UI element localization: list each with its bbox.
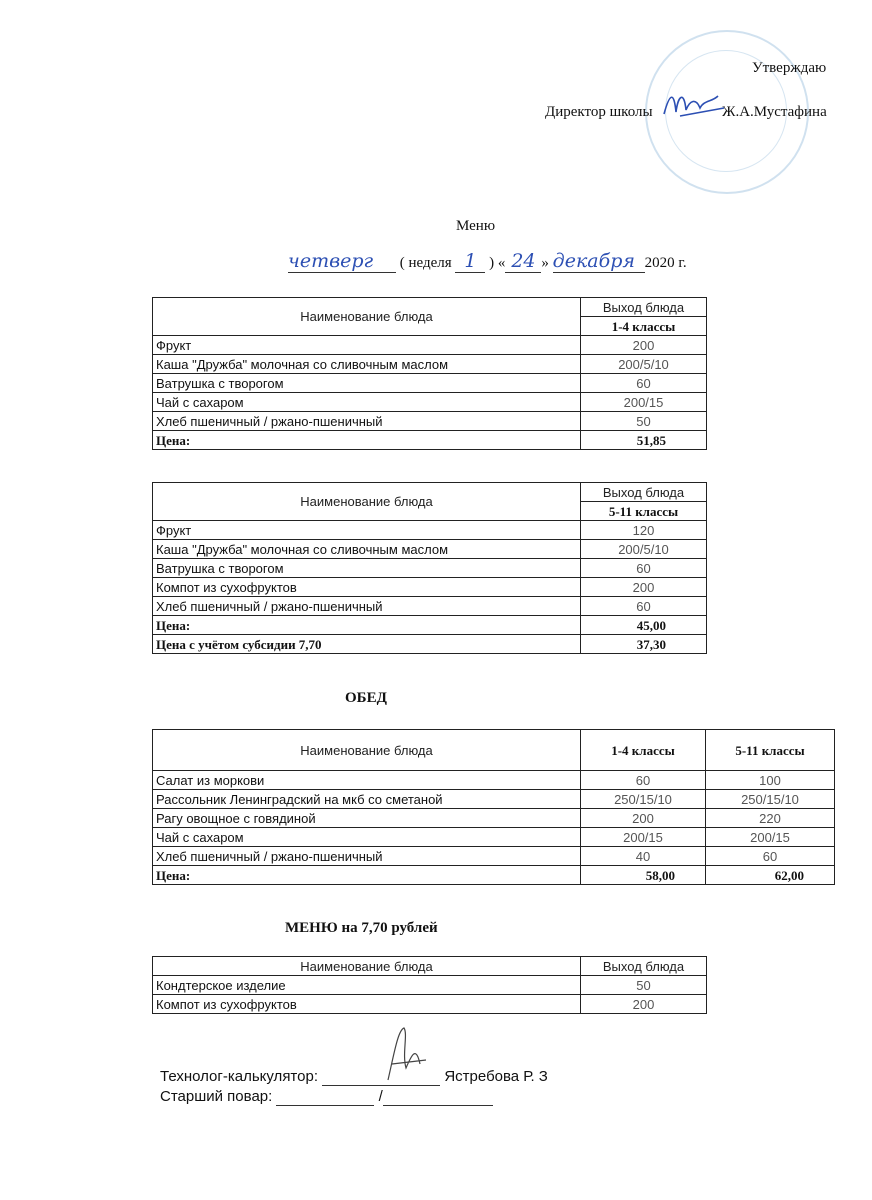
table-row: Компот из сухофруктов 200 [153,578,707,597]
column-header-dish: Наименование блюда [153,957,581,976]
column-header-grade: 1-4 классы [581,317,707,336]
month-handwritten: декабря [553,250,645,273]
date-open-quote: ) « [489,255,506,271]
director-signature [660,86,730,126]
menu-770-table [152,956,707,1014]
table-row: Каша "Дружба" молочная со сливочным маслом 200/5/10 [153,540,707,559]
table-row: Хлеб пшеничный / ржано-пшеничный 60 [153,597,707,616]
technologist-signature [378,1024,438,1084]
column-header-dish: Наименование блюда [153,483,581,521]
technologist-name: Ястребова Р. З [444,1068,548,1085]
column-header-grade: 5-11 классы [581,502,707,521]
table-row: Чай с сахаром 200/15 [153,393,707,412]
price-row: Цена: 58,00 62,00 [153,866,835,885]
table-row: Чай с сахаром 200/15 200/15 [153,828,835,847]
table-row: Хлеб пшеничный / ржано-пшеничный 40 60 [153,847,835,866]
table-row: Фрукт 200 [153,336,707,355]
table-row: Ватрушка с творогом 60 [153,559,707,578]
cook-label: Старший повар: [160,1088,273,1105]
table-row: Каша "Дружба" молочная со сливочным маслом 200/5/10 [153,355,707,374]
cook-line [160,1088,493,1106]
column-header-dish: Наименование блюда [153,730,581,771]
price-row: Цена: 45,00 [153,616,707,635]
week-number-handwritten: 1 [455,250,485,273]
breakfast-table-5-11 [152,482,707,654]
column-header-dish: Наименование блюда [153,298,581,336]
technologist-label: Технолог-калькулятор: [160,1068,318,1085]
cook-signature-line [276,1088,374,1106]
table-row: Рассольник Ленинградский на мкб со сметаной 250/15/10 250/15/10 [153,790,835,809]
column-header-grade-5-11: 5-11 классы [706,730,835,771]
day-number-handwritten: 24 [505,250,541,273]
table-row: Фрукт 120 [153,521,707,540]
column-header-output: Выход блюда [581,957,707,976]
subsidy-price-row: Цена с учётом субсидии 7,70 37,30 [153,635,707,654]
breakfast-table-1-4 [152,297,707,450]
table-row: Рагу овощное с говядиной 200 220 [153,809,835,828]
table-row: Салат из моркови 60 100 [153,771,835,790]
date-line [288,250,687,273]
director-name: Ж.А.Мустафина [722,104,827,120]
date-close-quote: » [541,255,549,271]
cook-separator: / [378,1088,383,1105]
column-header-output: Выход блюда [581,483,707,502]
lunch-table [152,729,835,885]
year: 2020 г. [644,255,687,271]
week-label: ( неделя [399,255,452,271]
approve-label: Утверждаю [752,60,827,76]
table-row: Компот из сухофруктов 200 [153,995,707,1014]
column-header-grade-1-4: 1-4 классы [581,730,706,771]
column-header-output: Выход блюда [581,298,707,317]
menu-770-title: МЕНЮ на 7,70 рублей [285,920,438,936]
price-row: Цена: 51,85 [153,431,707,450]
director-label: Директор школы [545,104,653,120]
lunch-title: ОБЕД [345,690,387,706]
weekday-handwritten: четверг [288,250,396,273]
table-row: Хлеб пшеничный / ржано-пшеничный 50 [153,412,707,431]
table-row: Ватрушка с творогом 60 [153,374,707,393]
page-title: Меню [456,218,496,234]
table-row: Кондтерское изделие 50 [153,976,707,995]
technologist-line [160,1068,548,1086]
cook-name-line [383,1088,493,1106]
